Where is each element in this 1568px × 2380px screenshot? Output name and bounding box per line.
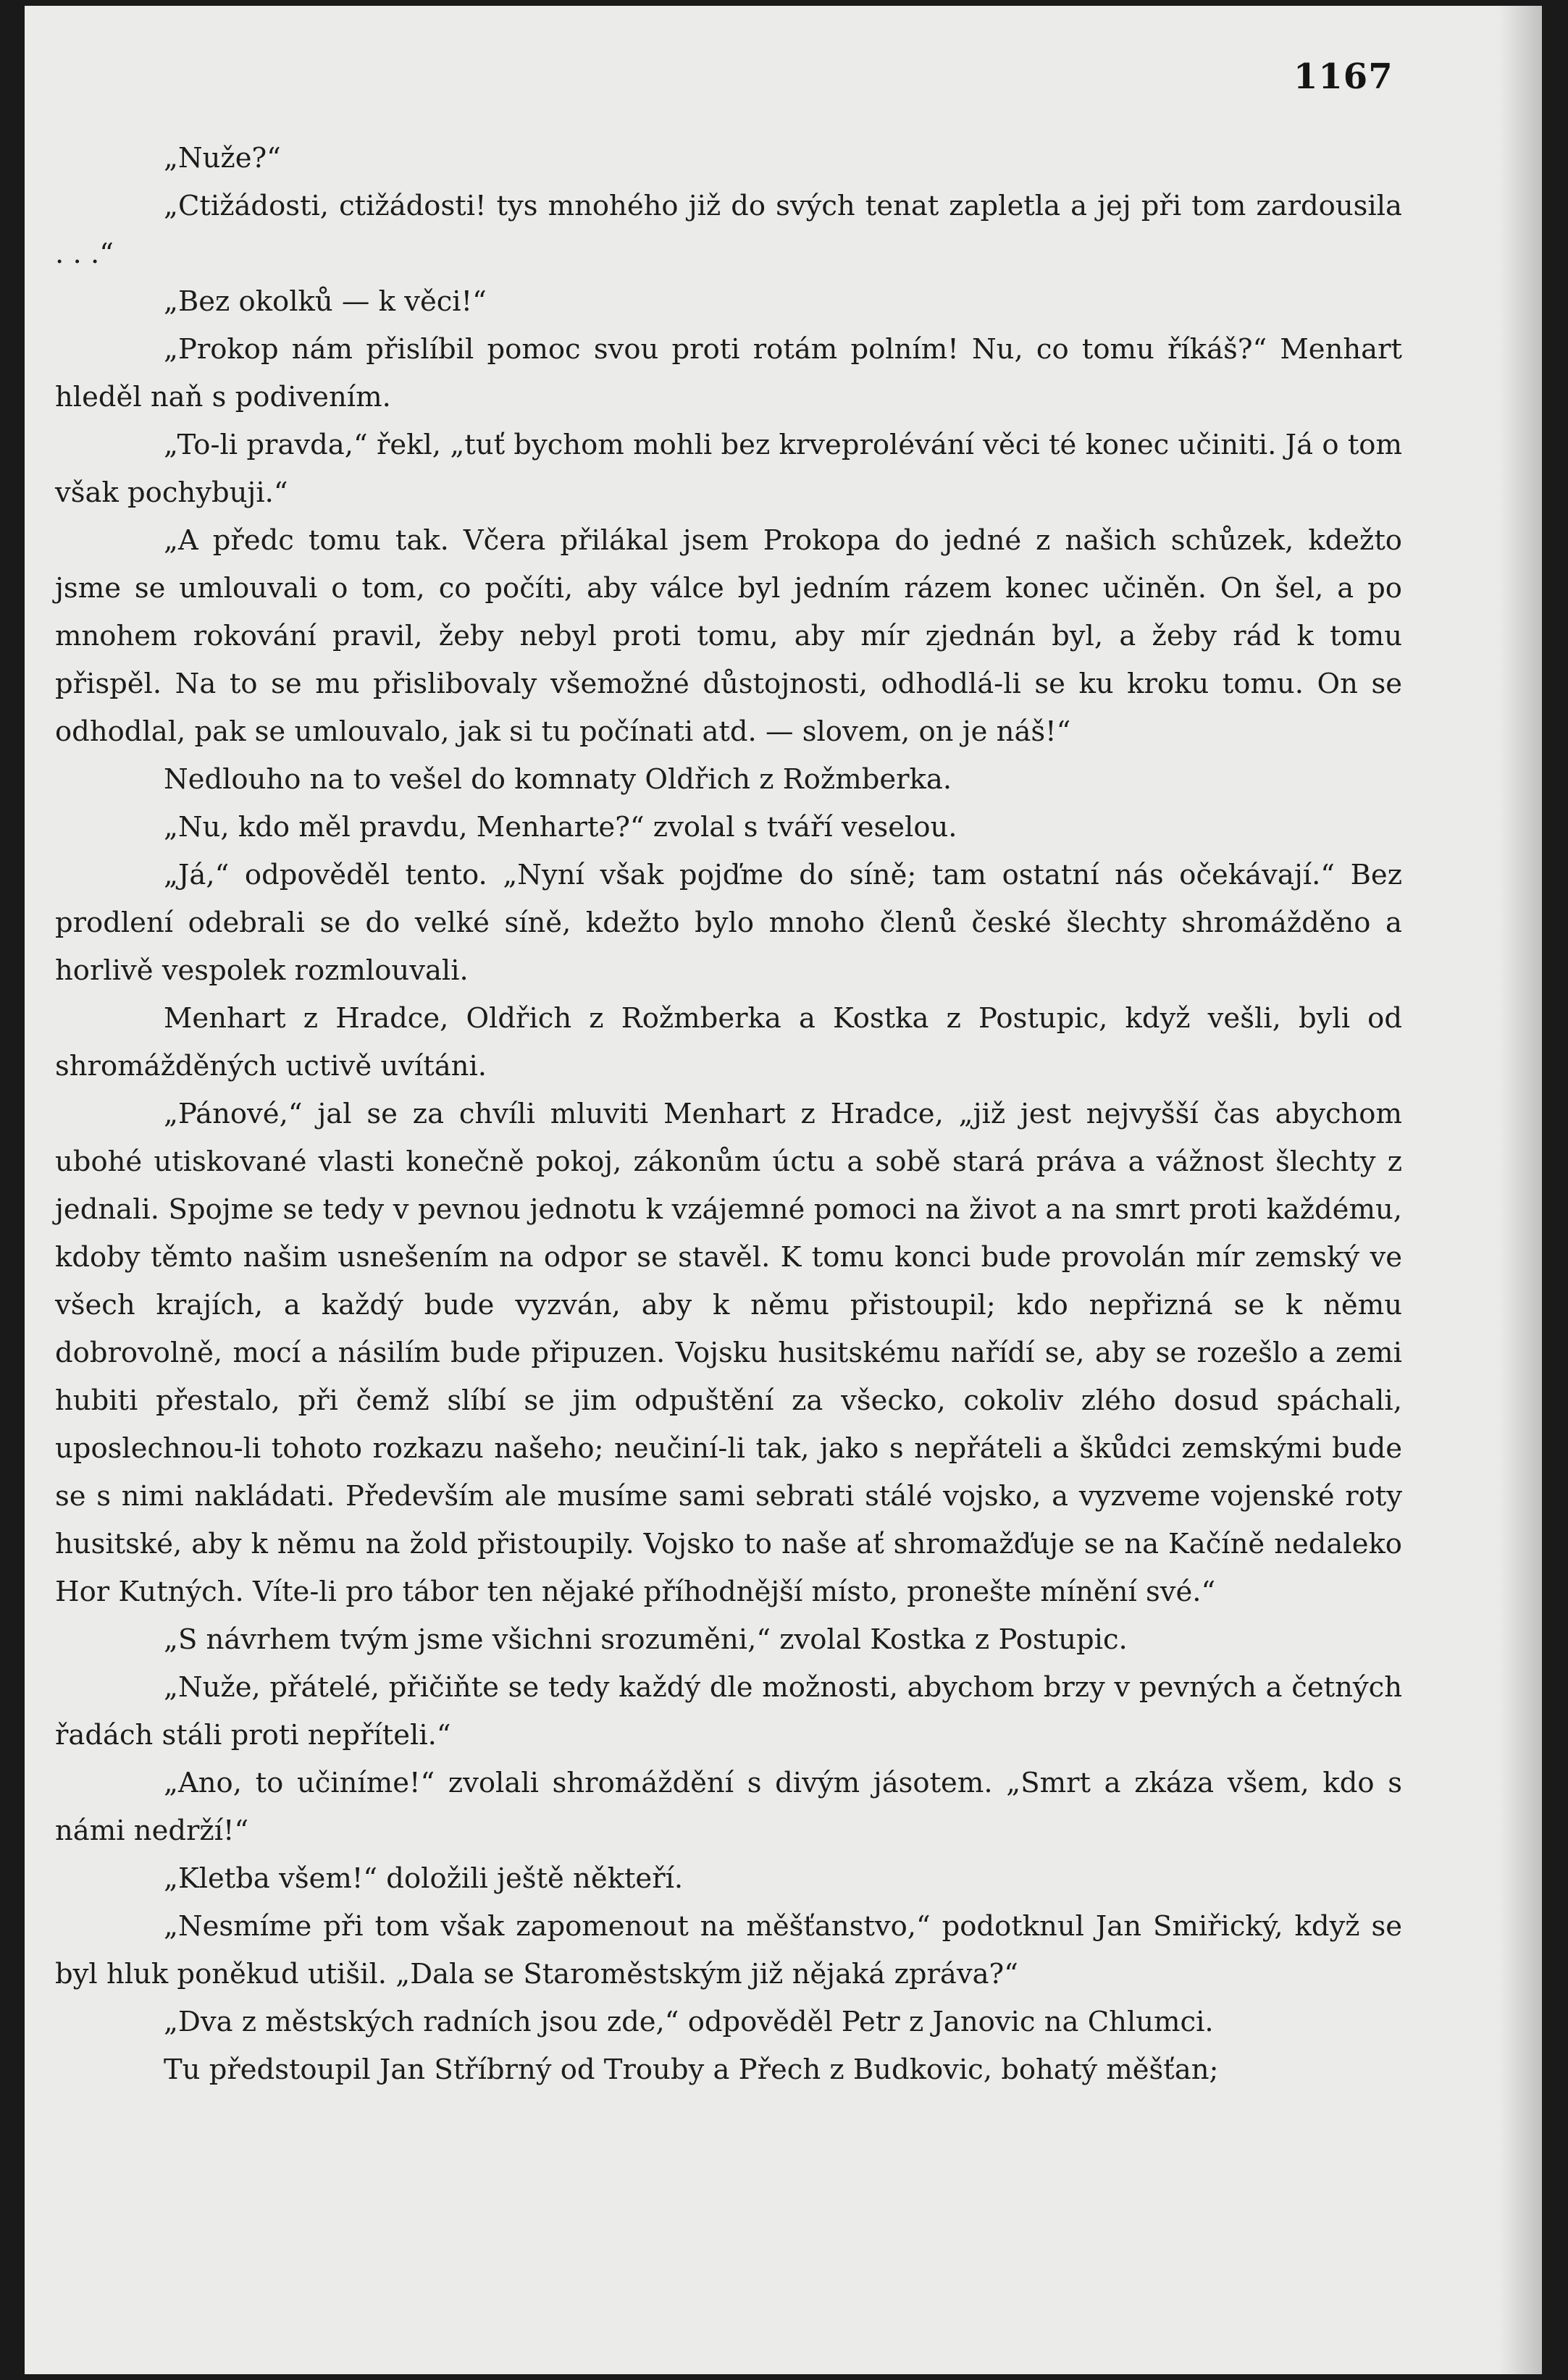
body-text — [55, 135, 1402, 2094]
paragraph: „Nuže?“ — [164, 142, 281, 174]
paragraph: Menhart z Hradce, Oldřich z Rožmberka a Kostka z Postupic, když vešli, byli od shromážděných uctivě uvítáni. — [55, 1002, 1402, 1082]
paragraph: „Nu, kdo měl pravdu, Menharte?“ zvolal s tváří veselou. — [164, 811, 957, 844]
paragraph: „Prokop nám přislíbil pomoc svou proti rotám polním! Nu, co tomu říkáš?“ Menhart hleděl naň s podivením. — [55, 333, 1402, 413]
paragraph: „To-li pravda,“ řekl, „tuť bychom mohli bez krveprolévání věci té konec učiniti. Já o tom však pochybuji.“ — [55, 429, 1402, 509]
paragraph: „Ano, to učiníme!“ zvolali shromáždění s divým jásotem. „Smrt a zkáza všem, kdo s námi nedrží!“ — [55, 1767, 1402, 1847]
paragraph: Tu předstoupil Jan Stříbrný od Trouby a Přech z Budkovic, bohatý měšťan; — [164, 2053, 1219, 2086]
paragraph: „Dva z městských radních jsou zde,“ odpověděl Petr z Janovic na Chlumci. — [164, 2006, 1214, 2038]
paragraph: „Bez okolků — k věci!“ — [164, 285, 487, 318]
paragraph: Nedlouho na to vešel do komnaty Oldřich z Rožmberka. — [164, 763, 952, 796]
paragraph: „Nuže, přátelé, přičiňte se tedy každý dle možnosti, abychom brzy v pevných a četných řadách stáli proti nepříteli.“ — [55, 1671, 1402, 1752]
book-page — [25, 6, 1542, 2374]
paragraph: „Pánové,“ jal se za chvíli mluviti Menhart z Hradce, „již jest nejvyšší čas abychom ubohé utiskované vlasti konečně pokoj, zákonům úctu a sobě stará práva a vážnost šlechty z jednali. Spojme se tedy v pevnou jednotu k vzájemné pomoci na život a na smrt proti každému, kdoby těmto našim usnešením na odpor se stavěl. K tomu konci bude provolán mír zemský ve všech krajích, a každý bude vyzván, aby k němu přistoupil; kdo nepřizná se k němu dobrovolně, mocí a násilím bude připuzen. Vojsku husitskému nařídí se, aby se rozešlo a zemi hubiti přestalo, při čemž slíbí se jim odpuštění za všecko, cokoliv zlého dosud spáchali, uposlechnou-li tohoto rozkazu našeho; neučiní-li tak, jako s nepřáteli a škůdci zemskými bude se s nimi nakládati. Především ale musíme sami sebrati stálé vojsko, a vyzveme vojenské roty husitské, aby k němu na žold přistoupily. Vojsko to naše ať shromažďuje se na Kačíně nedaleko Hor Kutných. Víte-li pro tábor ten nějaké příhodnější místo, pronešte mínění své.“ — [55, 1098, 1402, 1608]
page-edge-shadow — [1498, 6, 1542, 2374]
paragraph: „A předc tomu tak. Včera přilákal jsem Prokopa do jedné z našich schůzek, kdežto jsme se umlouvali o tom, co počíti, aby válce byl jedním rázem konec učiněn. On šel, a po mnohem rokování pravil, žeby nebyl proti tomu, aby mír zjednán byl, a žeby rád k tomu přispěl. Na to se mu přislibovaly všemožné důstojnosti, odhodlá-li se ku kroku tomu. On se odhodlal, pak se umlouvalo, jak si tu počínati atd. — slovem, on je náš!“ — [55, 524, 1402, 748]
paragraph: „Já,“ odpověděl tento. „Nyní však pojďme do síně; tam ostatní nás očekávají.“ Bez prodlení odebrali se do velké síně, kdežto bylo mnoho členů české šlechty shromážděno a horlivě vespolek rozmlouvali. — [55, 859, 1402, 987]
page-number: 1167 — [1294, 56, 1393, 97]
paragraph: „Kletba všem!“ doložili ještě někteří. — [164, 1862, 684, 1895]
paragraph: „Ctižádosti, ctižádosti! tys mnohého již do svých tenat zapletla a jej při tom zardousila . . .“ — [55, 190, 1402, 270]
paragraph: „Nesmíme při tom však zapomenout na měšťanstvo,“ podotknul Jan Smiřický, když se byl hluk poněkud utišil. „Dala se Staroměstským již nějaká zpráva?“ — [55, 1910, 1402, 1990]
paragraph: „S návrhem tvým jsme všichni srozuměni,“ zvolal Kostka z Postupic. — [164, 1623, 1128, 1656]
